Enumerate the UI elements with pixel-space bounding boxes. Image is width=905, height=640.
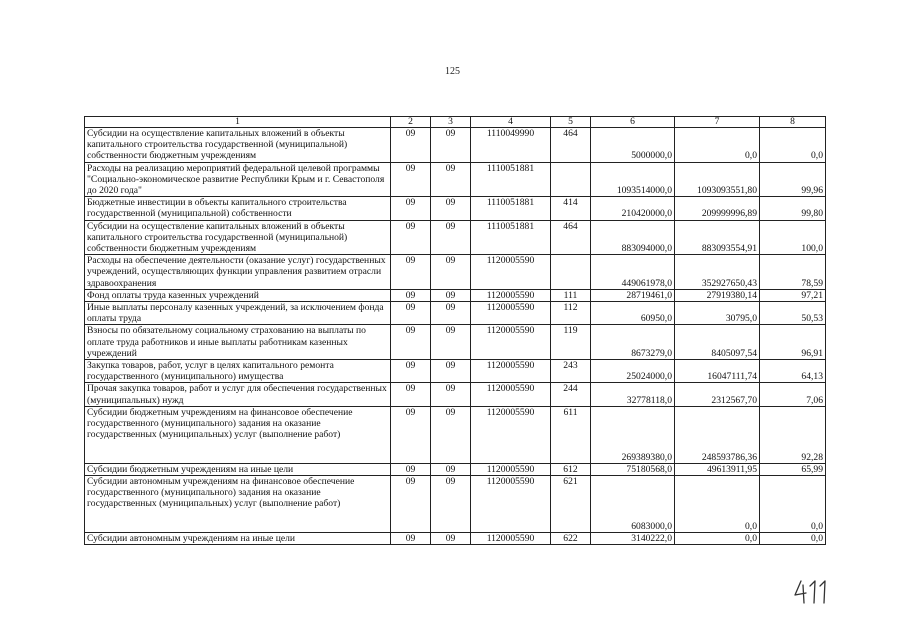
row-code-2-cell: 09 (391, 162, 431, 197)
row-value-6-cell: 5000000,0 (591, 128, 675, 163)
header-col-3: 3 (431, 117, 471, 128)
row-name-cell: Фонд оплаты труда казенных учреждений (85, 289, 391, 301)
row-code-4-cell: 1110051881 (471, 197, 551, 220)
table-row (85, 533, 826, 545)
row-name-cell: Закупка товаров, работ, услуг в целях капитального ремонта государственного (муниципального) имущества (85, 360, 391, 383)
table-row (85, 220, 826, 255)
header-col-2: 2 (391, 117, 431, 128)
row-code-5-cell: 244 (551, 383, 591, 406)
row-value-8-cell: 99,80 (760, 197, 826, 220)
row-value-6-cell: 60950,0 (591, 302, 675, 325)
row-value-8-cell: 65,99 (760, 463, 826, 475)
header-col-4: 4 (471, 117, 551, 128)
row-code-5-cell: 243 (551, 360, 591, 383)
row-code-2-cell: 09 (391, 360, 431, 383)
row-value-6-cell: 6083000,0 (591, 476, 675, 533)
row-value-8-cell: 0,0 (760, 533, 826, 545)
row-code-2-cell: 09 (391, 128, 431, 163)
row-value-6-cell: 32778118,0 (591, 383, 675, 406)
row-code-2-cell: 09 (391, 289, 431, 301)
table-row (85, 162, 826, 197)
row-value-7-cell: 1093093551,80 (675, 162, 760, 197)
row-code-3-cell: 09 (431, 162, 471, 197)
row-code-4-cell: 1120005590 (471, 360, 551, 383)
row-value-6-cell: 210420000,0 (591, 197, 675, 220)
row-code-5-cell (551, 162, 591, 197)
row-value-6-cell: 3140222,0 (591, 533, 675, 545)
header-col-5: 5 (551, 117, 591, 128)
row-code-5-cell: 464 (551, 128, 591, 163)
row-code-3-cell: 09 (431, 383, 471, 406)
row-code-2-cell: 09 (391, 406, 431, 463)
row-code-4-cell: 1120005590 (471, 383, 551, 406)
row-value-7-cell: 0,0 (675, 128, 760, 163)
row-value-6-cell: 883094000,0 (591, 220, 675, 255)
budget-table (84, 116, 826, 545)
row-value-8-cell: 78,59 (760, 255, 826, 290)
row-value-7-cell: 8405097,54 (675, 325, 760, 360)
row-value-8-cell: 92,28 (760, 406, 826, 463)
row-value-6-cell: 75180568,0 (591, 463, 675, 475)
row-value-7-cell: 248593786,36 (675, 406, 760, 463)
row-value-7-cell: 16047111,74 (675, 360, 760, 383)
row-code-2-cell: 09 (391, 220, 431, 255)
row-name-cell: Субсидии бюджетным учреждениям на иные цели (85, 463, 391, 475)
row-code-2-cell: 09 (391, 325, 431, 360)
row-code-3-cell: 09 (431, 255, 471, 290)
row-value-6-cell: 28719461,0 (591, 289, 675, 301)
row-value-8-cell: 50,53 (760, 302, 826, 325)
row-code-5-cell: 611 (551, 406, 591, 463)
row-code-3-cell: 09 (431, 476, 471, 533)
row-value-7-cell: 2312567,70 (675, 383, 760, 406)
row-name-cell: Субсидии на осуществление капитальных вложений в объекты капитального строительства государственной (муниципальной) собственности бюджетным учреждениям (85, 220, 391, 255)
row-code-5-cell: 414 (551, 197, 591, 220)
row-value-7-cell: 0,0 (675, 533, 760, 545)
row-code-3-cell: 09 (431, 197, 471, 220)
row-code-3-cell: 09 (431, 302, 471, 325)
row-code-2-cell: 09 (391, 533, 431, 545)
row-code-4-cell: 1120005590 (471, 289, 551, 301)
row-code-5-cell: 112 (551, 302, 591, 325)
table-row (85, 406, 826, 463)
row-value-6-cell: 449061978,0 (591, 255, 675, 290)
row-code-3-cell: 09 (431, 220, 471, 255)
row-name-cell: Субсидии автономным учреждениям на иные цели (85, 533, 391, 545)
row-value-8-cell: 97,21 (760, 289, 826, 301)
handwritten-signature (793, 578, 831, 611)
row-code-3-cell: 09 (431, 360, 471, 383)
row-value-6-cell: 269389380,0 (591, 406, 675, 463)
row-value-7-cell: 883093554,91 (675, 220, 760, 255)
row-value-8-cell: 7,06 (760, 383, 826, 406)
header-col-8: 8 (760, 117, 826, 128)
row-value-8-cell: 96,91 (760, 325, 826, 360)
table-row (85, 476, 826, 533)
row-code-4-cell: 1120005590 (471, 533, 551, 545)
row-code-3-cell: 09 (431, 289, 471, 301)
row-code-4-cell: 1120005590 (471, 406, 551, 463)
row-code-5-cell: 621 (551, 476, 591, 533)
header-col-1: 1 (85, 117, 391, 128)
row-code-4-cell: 1110049990 (471, 128, 551, 163)
row-name-cell: Взносы по обязательному социальному страхованию на выплаты по оплате труда работников и иные выплаты работникам казенных учреждений (85, 325, 391, 360)
row-code-4-cell: 1120005590 (471, 476, 551, 533)
row-name-cell: Субсидии бюджетным учреждениям на финансовое обеспечение государственного (муниципального) задания на оказание государственных (муниципальных) услуг (выполнение работ) (85, 406, 391, 463)
row-value-8-cell: 0,0 (760, 128, 826, 163)
row-code-5-cell (551, 255, 591, 290)
row-value-8-cell: 64,13 (760, 360, 826, 383)
row-code-3-cell: 09 (431, 533, 471, 545)
row-code-2-cell: 09 (391, 302, 431, 325)
row-value-7-cell: 0,0 (675, 476, 760, 533)
table-row (85, 302, 826, 325)
table-row (85, 128, 826, 163)
row-code-4-cell: 1120005590 (471, 463, 551, 475)
row-code-3-cell: 09 (431, 463, 471, 475)
table-row (85, 383, 826, 406)
row-name-cell: Расходы на реализацию мероприятий федеральной целевой программы "Социально-экономическое развитие Республики Крым и г. Севастополя до 2020 года" (85, 162, 391, 197)
row-code-5-cell: 622 (551, 533, 591, 545)
page-number: 125 (445, 66, 460, 77)
row-value-6-cell: 8673279,0 (591, 325, 675, 360)
row-code-4-cell: 1120005590 (471, 255, 551, 290)
row-value-7-cell: 30795,0 (675, 302, 760, 325)
row-code-3-cell: 09 (431, 128, 471, 163)
header-col-7: 7 (675, 117, 760, 128)
row-name-cell: Бюджетные инвестиции в объекты капитального строительства государственной (муниципальной) собственности (85, 197, 391, 220)
row-name-cell: Субсидии автономным учреждениям на финансовое обеспечение государственного (муниципального) задания на оказание государственных (муниципальных) услуг (выполнение работ) (85, 476, 391, 533)
row-value-8-cell: 100,0 (760, 220, 826, 255)
header-row (85, 117, 826, 128)
row-code-5-cell: 111 (551, 289, 591, 301)
row-code-3-cell: 09 (431, 406, 471, 463)
row-code-2-cell: 09 (391, 197, 431, 220)
row-value-8-cell: 99,96 (760, 162, 826, 197)
row-code-2-cell: 09 (391, 476, 431, 533)
table-row (85, 255, 826, 290)
row-code-3-cell: 09 (431, 325, 471, 360)
row-value-7-cell: 27919380,14 (675, 289, 760, 301)
table-row (85, 289, 826, 301)
table-body (85, 128, 826, 545)
row-code-5-cell: 612 (551, 463, 591, 475)
row-value-7-cell: 352927650,43 (675, 255, 760, 290)
row-code-5-cell: 119 (551, 325, 591, 360)
row-code-4-cell: 1110051881 (471, 220, 551, 255)
row-code-4-cell: 1120005590 (471, 325, 551, 360)
row-value-8-cell: 0,0 (760, 476, 826, 533)
row-code-4-cell: 1120005590 (471, 302, 551, 325)
row-code-2-cell: 09 (391, 255, 431, 290)
table-row (85, 197, 826, 220)
header-col-6: 6 (591, 117, 675, 128)
row-code-2-cell: 09 (391, 383, 431, 406)
row-code-4-cell: 1110051881 (471, 162, 551, 197)
row-value-7-cell: 209999996,89 (675, 197, 760, 220)
table-row (85, 463, 826, 475)
row-code-5-cell: 464 (551, 220, 591, 255)
row-value-6-cell: 25024000,0 (591, 360, 675, 383)
row-value-6-cell: 1093514000,0 (591, 162, 675, 197)
table-row (85, 360, 826, 383)
row-name-cell: Иные выплаты персоналу казенных учреждений, за исключением фонда оплаты труда (85, 302, 391, 325)
row-name-cell: Прочая закупка товаров, работ и услуг для обеспечения государственных (муниципальных) нужд (85, 383, 391, 406)
row-value-7-cell: 49613911,95 (675, 463, 760, 475)
row-name-cell: Субсидии на осуществление капитальных вложений в объекты капитального строительства государственной (муниципальной) собственности бюджетным учреждениям (85, 128, 391, 163)
row-name-cell: Расходы на обеспечение деятельности (оказание услуг) государственных учреждений, осуществляющих функции управления развитием отрасли здравоохранения (85, 255, 391, 290)
table-row (85, 325, 826, 360)
row-code-2-cell: 09 (391, 463, 431, 475)
